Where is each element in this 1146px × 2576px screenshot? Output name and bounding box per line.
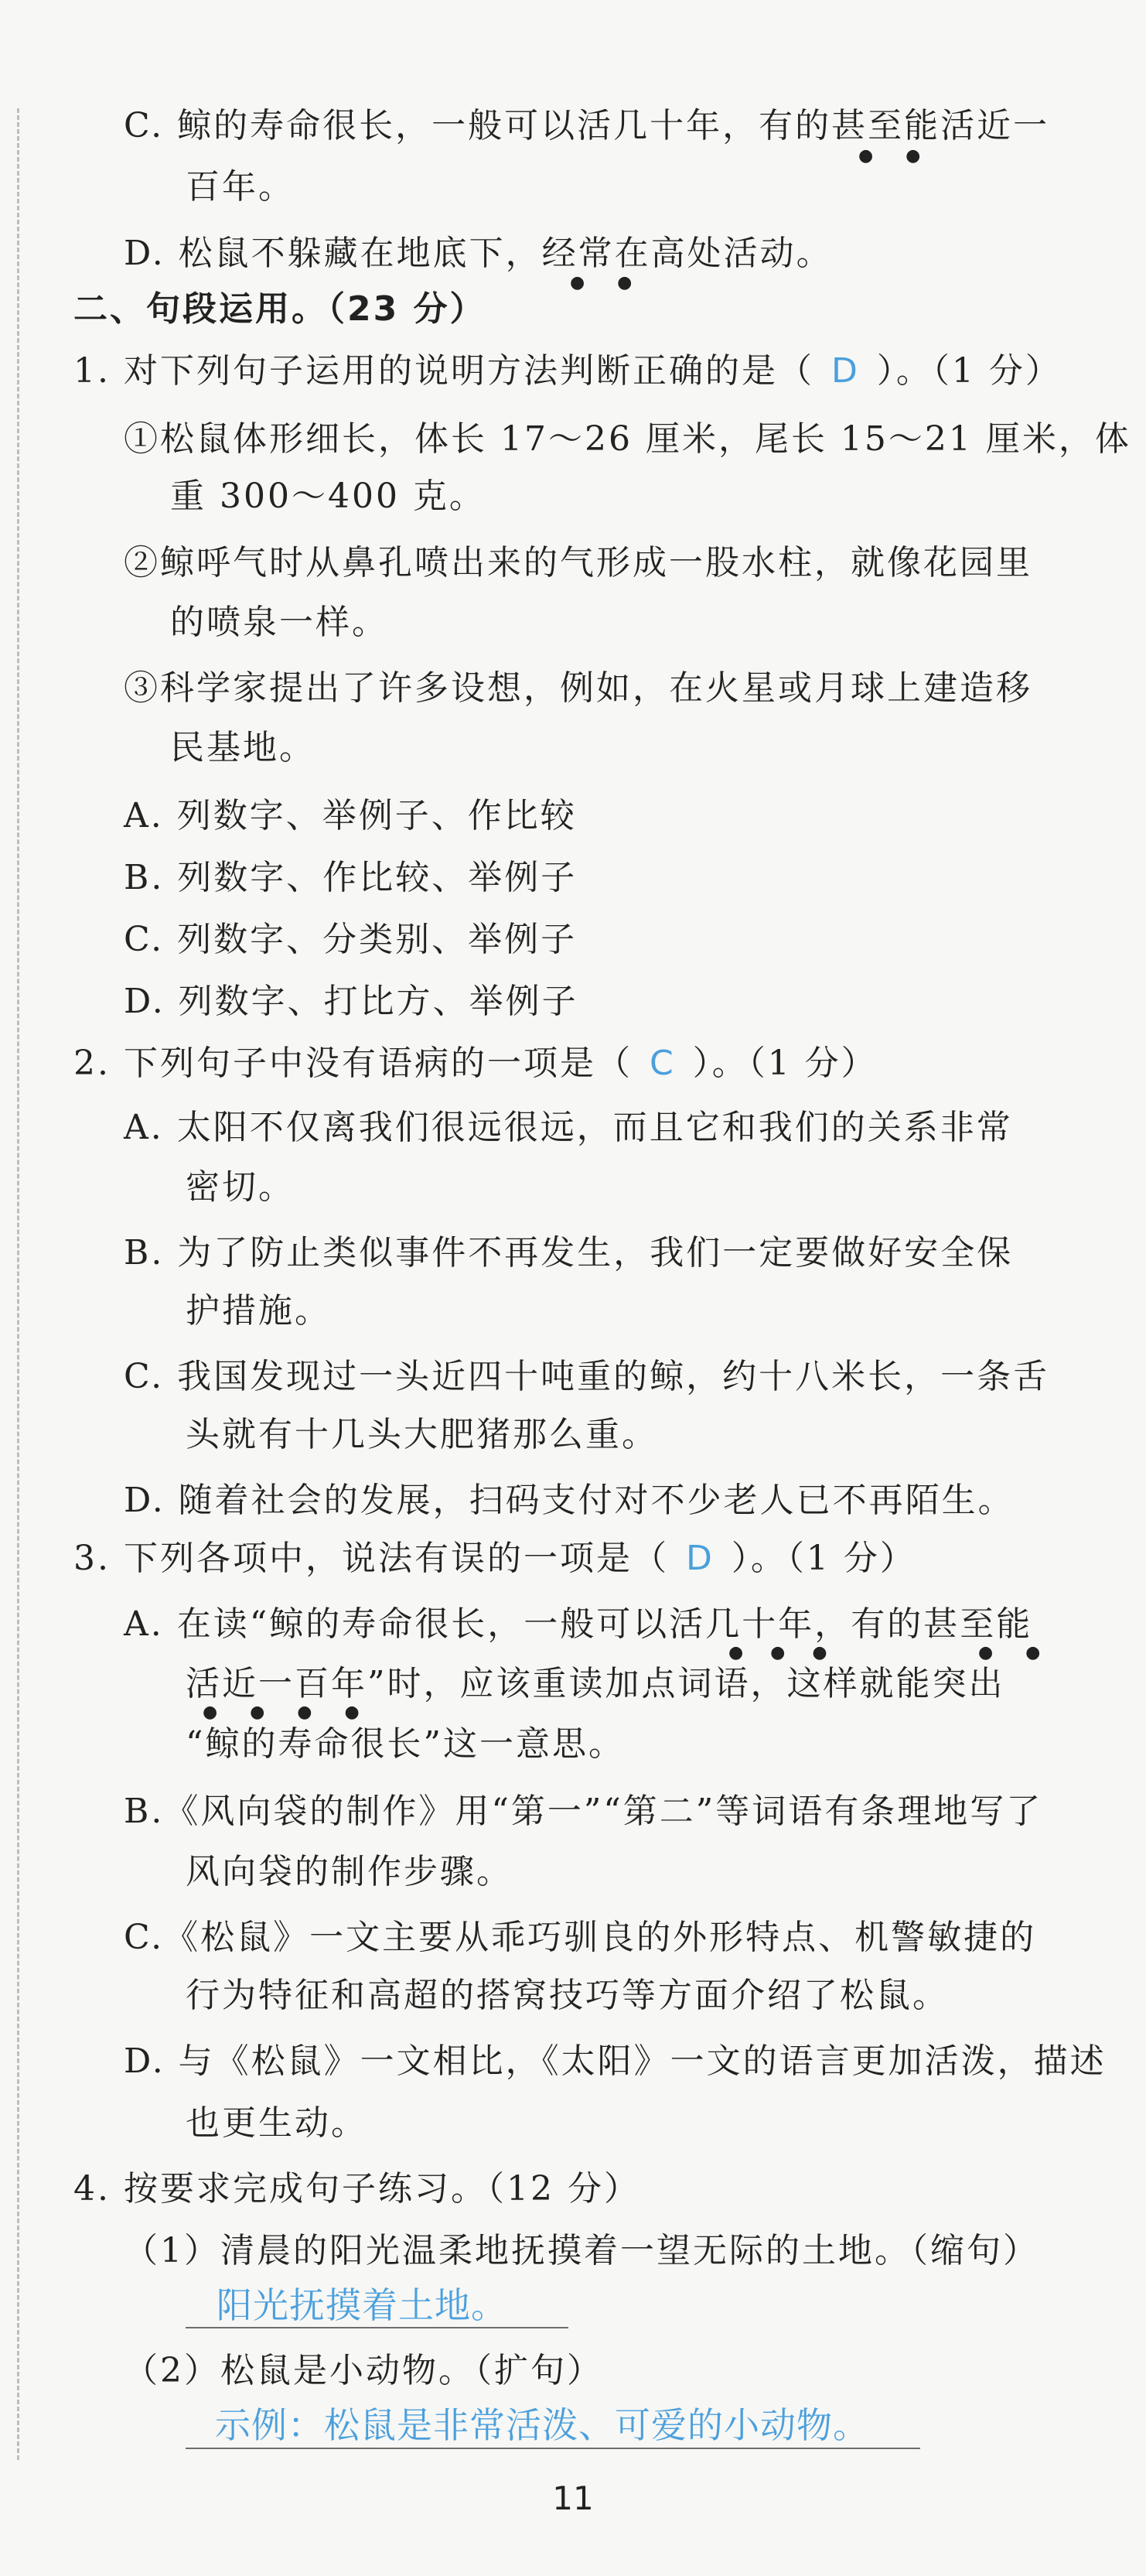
q2-option-d: D. 随着社会的发展，扫码支付对不少老人已不再陌生。 — [124, 1481, 1015, 1520]
q2-option-c-line1: C. 我国发现过一头近四十吨重的鲸，约十八米长，一条舌 — [124, 1357, 1050, 1396]
question-2-stem: 2. 下列句子中没有语病的一项是（ C ）。（1 分） — [73, 1044, 878, 1083]
q3-option-b-line2: 风向袋的制作步骤。 — [186, 1852, 513, 1891]
option-c-line1: C. 鲸的寿命很长，一般可以活几十年，有的甚至能活近一 — [124, 106, 1050, 145]
q1-sentence-1-line2: 重 300～400 克。 — [170, 477, 486, 516]
q4-part-1: （1）清晨的阳光温柔地抚摸着一望无际的土地。（缩句） — [124, 2231, 1039, 2270]
q4-part-2: （2）松鼠是小动物。（扩句） — [124, 2351, 603, 2390]
question-1-answer: D — [831, 351, 860, 391]
q1-sentence-2-line2: 的喷泉一样。 — [170, 603, 388, 642]
q1-option-c: C. 列数字、分类别、举例子 — [124, 920, 578, 959]
q4-part-2-answer: 示例：松鼠是非常活泼、可爱的小动物。 — [215, 2404, 869, 2446]
q1-sentence-3-line1: ③科学家提出了许多设想，例如，在火星或月球上建造移 — [124, 668, 1032, 708]
question-2-answer: C — [649, 1044, 676, 1083]
answer-line — [186, 2448, 920, 2449]
emphasis-dots: ● ● ● ● — [203, 1703, 360, 1722]
q3-option-d-line2: 也更生动。 — [186, 2103, 367, 2143]
q1-sentence-2-line1: ②鲸呼气时从鼻孔喷出来的气形成一股水柱，就像花园里 — [124, 543, 1032, 583]
q1-option-a: A. 列数字、举例子、作比较 — [124, 796, 577, 835]
q2-option-c-line2: 头就有十几头大肥猪那么重。 — [186, 1415, 658, 1454]
q4-part-1-answer: 阳光抚摸着土地。 — [217, 2284, 507, 2326]
q2-option-b-line2: 护措施。 — [186, 1291, 331, 1331]
q3-option-a-line2: 活近一百年”时，应该重读加点词语，这样就能突出 — [186, 1664, 1005, 1703]
question-4-stem: 4. 按要求完成句子练习。（12 分） — [73, 2169, 640, 2209]
q1-option-b: B. 列数字、作比较、举例子 — [124, 858, 578, 897]
q1-sentence-1-line1: ①松鼠体形细长，体长 17～26 厘米，尾长 15～21 厘米，体 — [124, 419, 1131, 459]
emphasis-dots: ● ● — [978, 1643, 1041, 1662]
q3-option-a-line3: “鲸的寿命很长”这一意思。 — [186, 1724, 625, 1764]
q2-option-b-line1: B. 为了防止类似事件不再发生，我们一定要做好安全保 — [124, 1233, 1014, 1273]
emphasis-dots: ● ● ● — [728, 1643, 827, 1662]
q3-option-a-line1: A. 在读“鲸的寿命很长，一般可以活几十年，有的甚至能 — [124, 1604, 1033, 1644]
answer-line — [186, 2327, 568, 2328]
section-heading: 二、句段运用。（23 分） — [73, 289, 486, 329]
emphasis-dots: ● ● — [570, 273, 633, 292]
question-3-stem: 3. 下列各项中，说法有误的一项是（ D ）。（1 分） — [73, 1539, 916, 1578]
option-c-line2: 百年。 — [186, 167, 295, 207]
question-1-stem: 1. 对下列句子运用的说明方法判断正确的是（ D ）。（1 分） — [73, 351, 1062, 391]
q2-option-a-line2: 密切。 — [186, 1167, 295, 1207]
q3-option-b-line1: B.《风向袋的制作》用“第一”“第二”等词语有条理地写了 — [124, 1792, 1043, 1831]
q3-option-c-line1: C.《松鼠》一文主要从乖巧驯良的外形特点、机警敏捷的 — [124, 1918, 1037, 1957]
question-3-answer: D — [685, 1539, 715, 1578]
option-d-line: D. 松鼠不躲藏在地底下，经常在高处活动。 — [124, 234, 833, 273]
q1-option-d: D. 列数字、打比方、举例子 — [124, 982, 578, 1021]
q3-option-d-line1: D. 与《松鼠》一文相比，《太阳》一文的语言更加活泼，描述 — [124, 2041, 1107, 2081]
page-number: 11 — [552, 2479, 594, 2517]
q1-sentence-3-line2: 民基地。 — [170, 728, 315, 767]
q3-option-c-line2: 行为特征和高超的搭窝技巧等方面介绍了松鼠。 — [186, 1976, 949, 2015]
q2-option-a-line1: A. 太阳不仅离我们很远很远，而且它和我们的关系非常 — [124, 1108, 1013, 1147]
emphasis-dots: ● ● — [858, 146, 921, 166]
